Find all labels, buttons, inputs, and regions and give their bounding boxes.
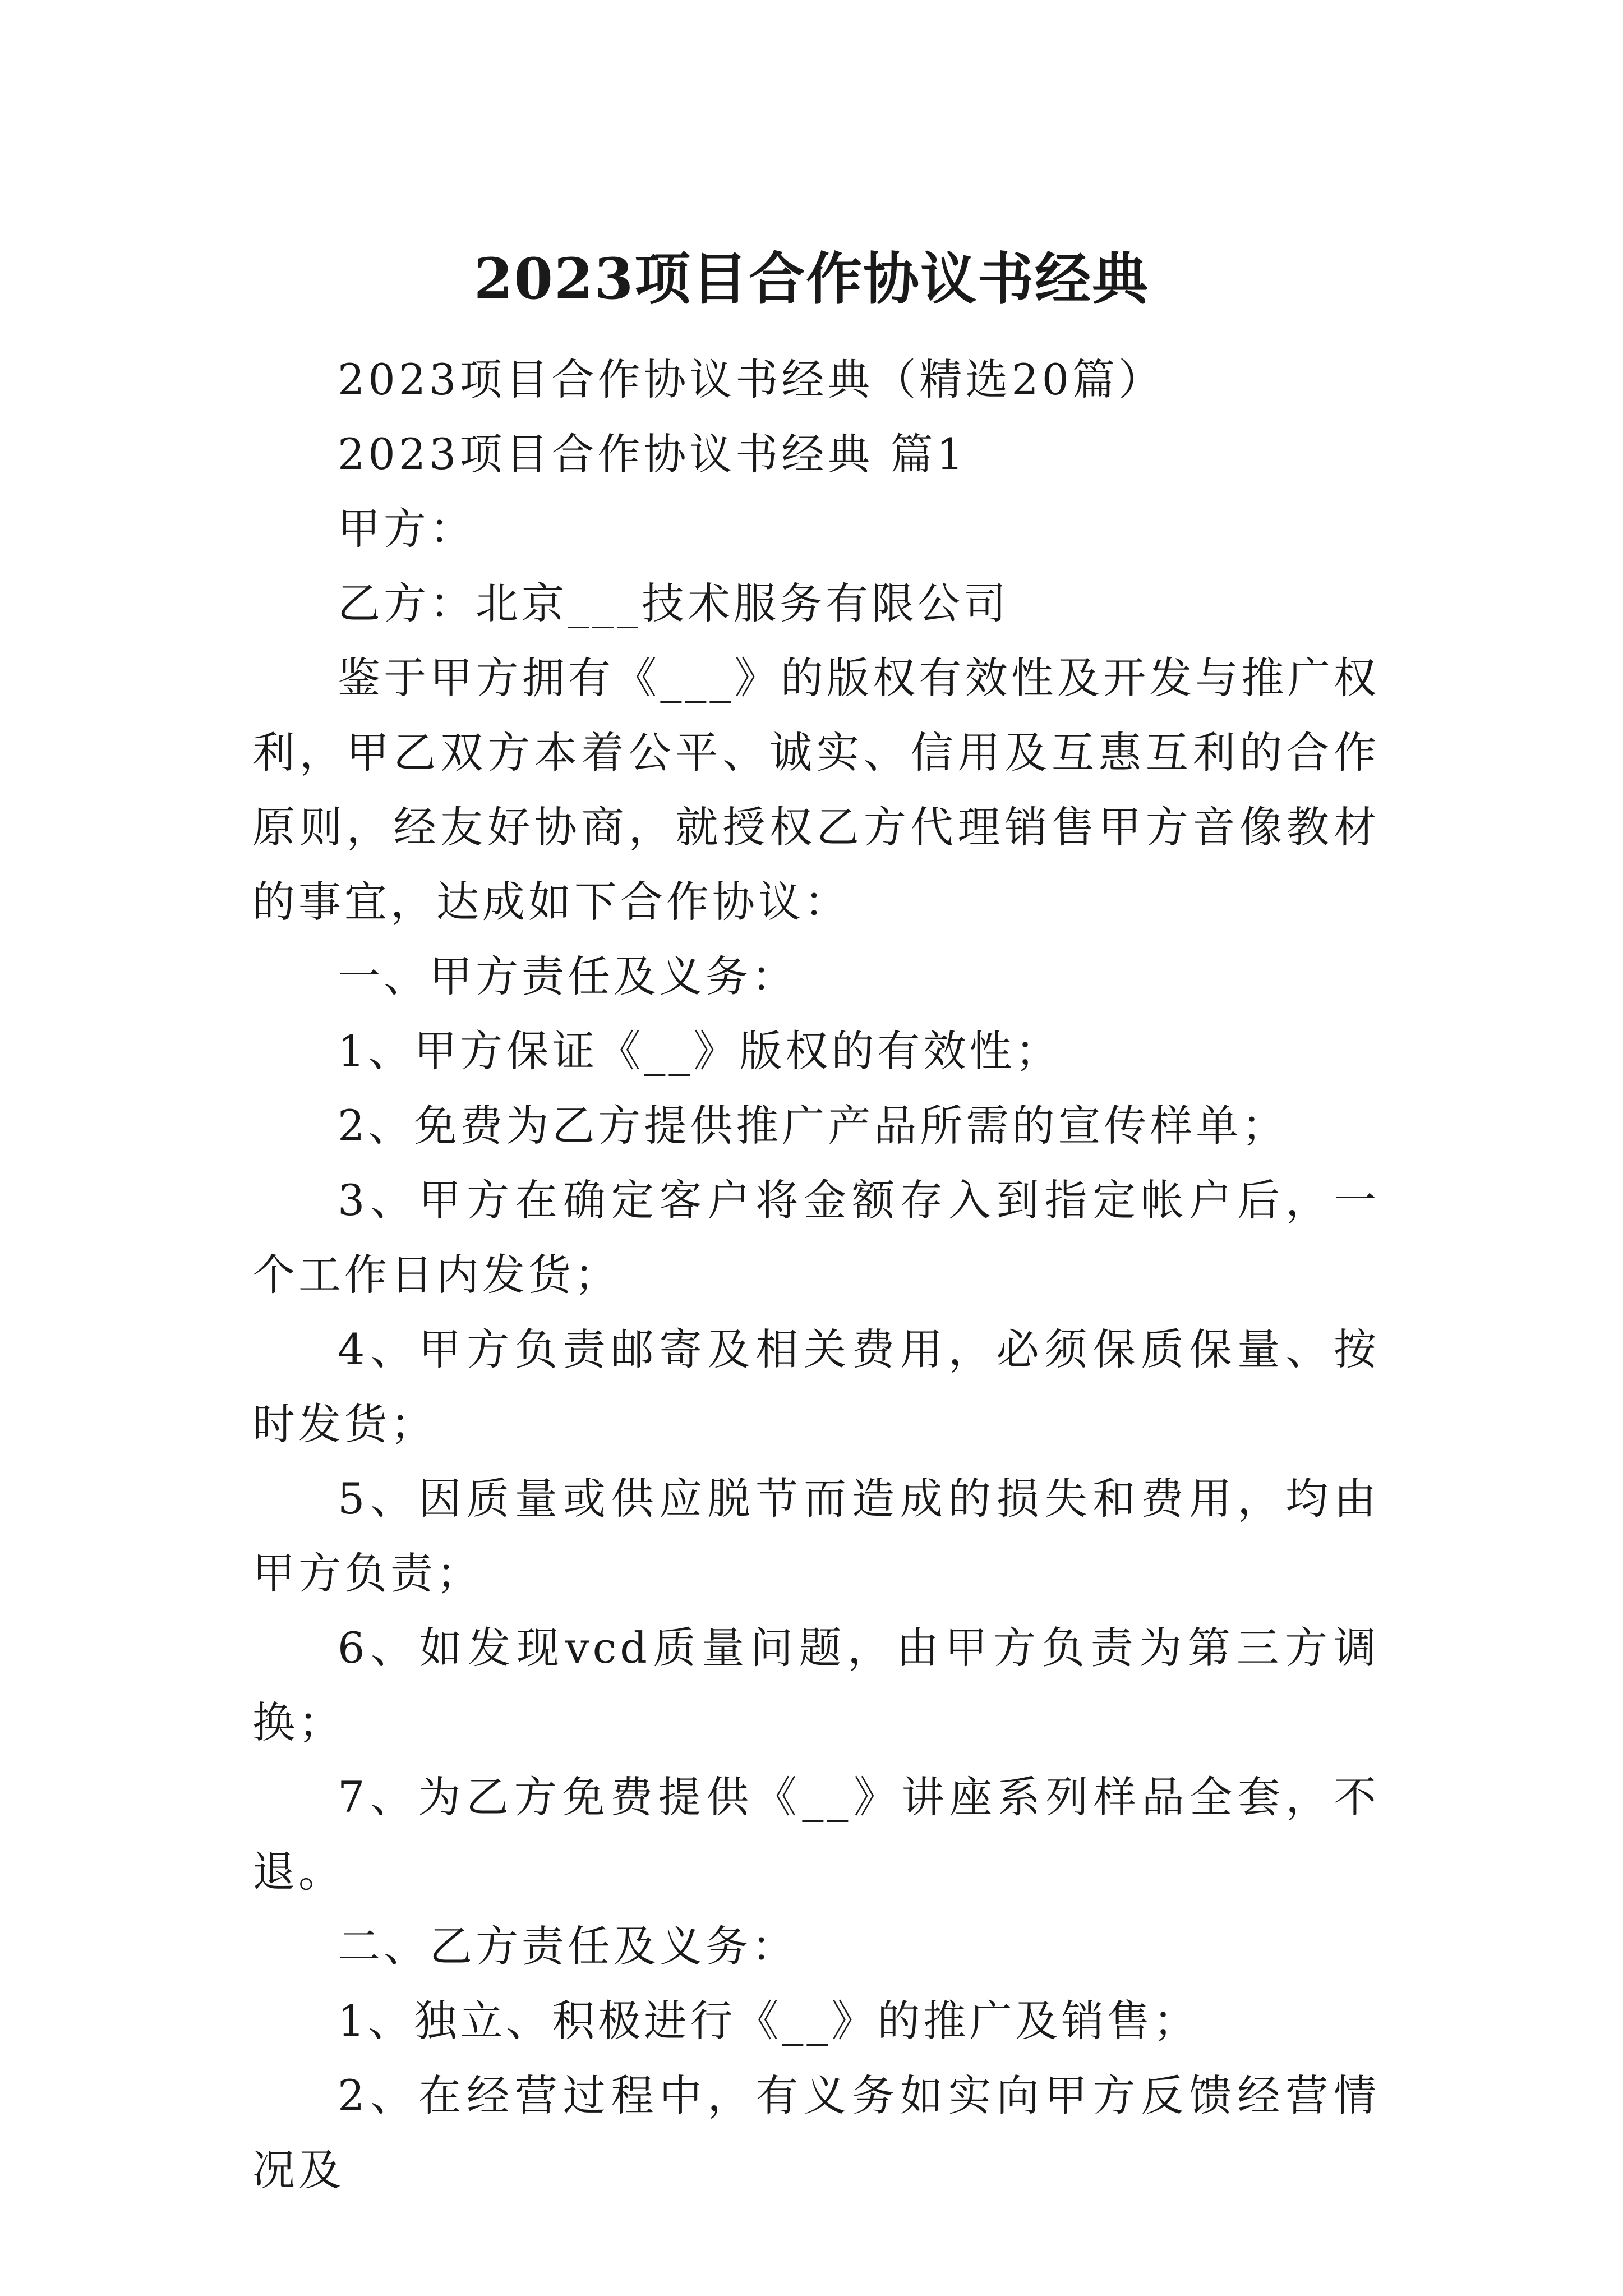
paragraph-heading-party-a-duties: 一、甲方责任及义务： xyxy=(338,951,797,1001)
paragraph-item: 4、甲方负责邮寄及相关费用，必须保质保量、按时发货； xyxy=(252,1324,1380,1449)
paragraph-subtitle: 2023项目合作协议书经典（精选20篇） xyxy=(338,355,1165,404)
paragraph-item: 5、因质量或供应脱节而造成的损失和费用，均由甲方负责； xyxy=(252,1474,1380,1598)
paragraph-item: 6、如发现vcd质量问题，由甲方负责为第三方调换； xyxy=(252,1623,1380,1747)
paragraph-section-heading: 2023项目合作协议书经典 篇1 xyxy=(338,429,967,479)
paragraph-item: 2、在经营过程中，有义务如实向甲方反馈经营情况及 xyxy=(252,2070,1380,2195)
document-title: 2023项目合作协议书经典 xyxy=(473,246,1150,312)
paragraph-party-a: 甲方： xyxy=(338,504,476,554)
paragraph-item: 2、免费为乙方提供推广产品所需的宣传样单； xyxy=(338,1101,1288,1151)
document-body xyxy=(252,342,1380,2207)
paragraph-heading-party-b-duties: 二、乙方责任及义务： xyxy=(338,1921,797,1971)
paragraph-party-b: 乙方：北京___技术服务有限公司 xyxy=(338,578,1009,628)
paragraph-item: 1、甲方保证《__》版权的有效性； xyxy=(338,1026,1062,1076)
paragraph-item: 7、为乙方免费提供《__》讲座系列样品全套，不退。 xyxy=(252,1772,1380,1897)
paragraph-item: 3、甲方在确定客户将金额存入到指定帐户后，一个工作日内发货； xyxy=(252,1175,1380,1300)
paragraph-item: 1、独立、积极进行《__》的推广及销售； xyxy=(338,1996,1200,2046)
paragraph-preamble: 鉴于甲方拥有《___》的版权有效性及开发与推广权利，甲乙双方本着公平、诚实、信用及互惠互利的合作原则，经友好协商，就授权乙方代理销售甲方音像教材的事宜，达成如下合作协议： xyxy=(252,653,1380,927)
